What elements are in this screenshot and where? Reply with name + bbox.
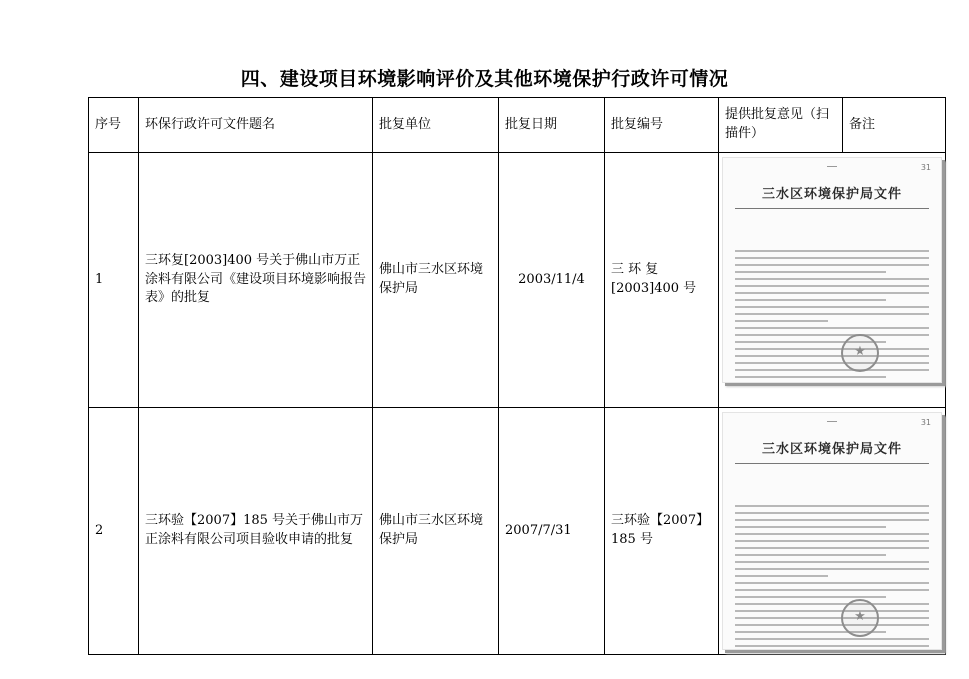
scanned-document-image <box>722 412 942 650</box>
scan-rule <box>735 208 929 209</box>
scan-page-number: 31 <box>920 418 931 427</box>
header-seq: 序号 <box>89 98 139 153</box>
header-date: 批复日期 <box>499 98 605 153</box>
cell-seq: 2 <box>89 408 139 655</box>
header-authority: 批复单位 <box>373 98 499 153</box>
cell-scan <box>719 153 946 408</box>
official-seal-icon <box>841 334 879 372</box>
scan-rule <box>735 463 929 464</box>
official-seal-icon <box>841 599 879 637</box>
permits-table <box>88 97 946 655</box>
cell-date: 2007/7/31 <box>499 408 605 655</box>
cell-authority: 佛山市三水区环境保护局 <box>373 408 499 655</box>
table-row <box>89 153 946 408</box>
scan-doc-heading: 三水区环境保护局文件 <box>761 187 902 202</box>
scan-page-number: 31 <box>920 163 931 172</box>
header-row <box>89 98 946 153</box>
scan-text-lines <box>735 505 929 650</box>
header-doc-title: 环保行政许可文件题名 <box>139 98 373 153</box>
header-scan: 提供批复意见（扫描件） <box>719 98 843 153</box>
cell-date: 2003/11/4 <box>499 153 605 408</box>
page-title: 四、建设项目环境影响评价及其他环境保护行政许可情况 <box>240 68 729 90</box>
cell-seq: 1 <box>89 153 139 408</box>
cell-number: 三 环 复[2003]400 号 <box>605 153 719 408</box>
scan-doc-heading: 三水区环境保护局文件 <box>761 442 902 457</box>
cell-authority: 佛山市三水区环境保护局 <box>373 153 499 408</box>
page-dash <box>827 166 837 167</box>
header-number: 批复编号 <box>605 98 719 153</box>
cell-scan <box>719 408 946 655</box>
table-row <box>89 408 946 655</box>
cell-doc-title: 三环复[2003]400 号关于佛山市万正涂料有限公司《建设项目环境影响报告表》的批复 <box>139 153 373 408</box>
scan-text-lines <box>735 250 929 383</box>
cell-doc-title: 三环验【2007】185 号关于佛山市万正涂料有限公司项目验收申请的批复 <box>139 408 373 655</box>
header-remarks: 备注 <box>843 98 946 153</box>
scanned-document-image <box>722 157 942 383</box>
page-dash <box>827 421 837 422</box>
cell-number: 三环验【2007】185 号 <box>605 408 719 655</box>
